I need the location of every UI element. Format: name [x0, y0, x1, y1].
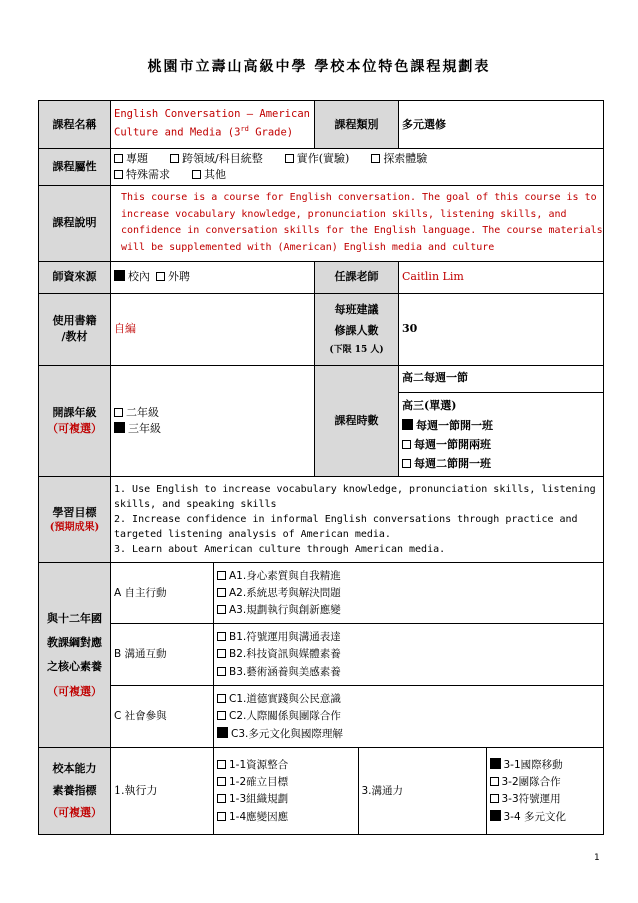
row-core-c [39, 686, 604, 748]
checked-box-icon[interactable] [217, 727, 228, 738]
checkbox-icon[interactable] [114, 154, 123, 163]
option-label: B2.科技資訊與媒體素養 [229, 648, 341, 661]
hours-options [402, 416, 600, 474]
option-label: 三年級 [128, 422, 161, 436]
core-competency-option[interactable] [217, 708, 600, 725]
option-label: B1.符號運用與溝通表達 [229, 631, 341, 644]
checked-box-icon[interactable] [490, 810, 501, 821]
checkbox-icon[interactable] [114, 408, 123, 417]
hours-cell [399, 365, 604, 477]
option-label: 1-1資源整合 [229, 758, 289, 771]
ability-exec-name: 1.執行力 [111, 748, 214, 835]
teacher-source-options [111, 261, 315, 293]
class-size-value[interactable]: 30 [399, 293, 604, 365]
option-label: 1-4應變因應 [229, 810, 289, 823]
option-label: 每週二節開一班 [414, 457, 491, 471]
ability-comm-option[interactable] [490, 774, 601, 791]
checkbox-icon[interactable] [490, 777, 499, 786]
page-number: 1 [594, 853, 600, 863]
label-hours: 課程時數 [315, 365, 399, 477]
checkbox-icon[interactable] [114, 170, 123, 179]
hours-option[interactable] [402, 454, 600, 473]
ability-comm-option[interactable] [490, 791, 601, 808]
teacher-source-option[interactable] [156, 270, 190, 283]
option-label: A1.身心素質與自我精進 [229, 569, 341, 582]
checkbox-icon[interactable] [217, 777, 226, 786]
ability-comm-option[interactable] [490, 757, 601, 774]
label-goals: 學習目標 (預期成果) [39, 477, 111, 563]
core-competency-option[interactable] [217, 726, 600, 743]
ability-exec-option[interactable] [217, 774, 355, 791]
label-course-attributes: 課程屬性 [39, 149, 111, 186]
checked-box-icon[interactable] [402, 419, 413, 430]
row-course-attributes [39, 149, 604, 186]
row-course-name [39, 101, 604, 149]
option-label: 實作(實驗) [296, 152, 350, 165]
option-label: 1-3組織規劃 [229, 793, 289, 806]
grade-option[interactable] [114, 405, 311, 421]
option-label: 專題 [126, 152, 148, 165]
hours-grade3: 高三(單選) 每週一節開一班 每週一節開兩班 每週二節開一班 [399, 393, 603, 477]
course-type-value[interactable]: 多元選修 [399, 101, 604, 149]
option-label: 3-4 多元文化 [503, 810, 566, 823]
label-course-name: 課程名稱 [39, 101, 111, 149]
teacher-name[interactable]: Caitlin Lim [399, 261, 604, 293]
attribute-option[interactable] [192, 168, 226, 181]
checkbox-icon[interactable] [217, 571, 226, 580]
row-course-description [39, 185, 604, 261]
core-group-b: B 溝通互動 [111, 624, 214, 686]
checkbox-icon[interactable] [217, 812, 226, 821]
option-label: A2.系統思考與解決問題 [229, 586, 341, 599]
label-course-type: 課程類別 [315, 101, 399, 149]
attribute-option[interactable] [371, 152, 427, 165]
label-grade: 開課年級 （可複選） [39, 365, 111, 477]
label-class-size: 每班建議 修課人數 (下限 15 人) [315, 293, 399, 365]
ability-comm-items [486, 748, 603, 834]
ability-exec-option[interactable] [217, 757, 355, 774]
checkbox-icon[interactable] [217, 694, 226, 703]
checkbox-icon[interactable] [217, 667, 226, 676]
core-group-c-items [214, 686, 604, 748]
teacher-source-option[interactable] [114, 270, 150, 283]
checkbox-icon[interactable] [371, 154, 380, 163]
grade-option[interactable] [114, 421, 311, 437]
hours-option[interactable] [402, 435, 600, 454]
core-group-a-items [214, 563, 604, 624]
checkbox-icon[interactable] [192, 170, 201, 179]
checkbox-icon[interactable] [170, 154, 179, 163]
row-teacher [39, 261, 604, 293]
row-books [39, 293, 604, 365]
row-abilities [39, 748, 604, 835]
core-group-a: A 自主行動 [111, 563, 214, 624]
attribute-option[interactable] [170, 152, 263, 165]
hours-option[interactable] [402, 416, 600, 435]
ability-exec-option[interactable] [217, 791, 355, 808]
option-label: 特殊需求 [126, 167, 170, 181]
checkbox-icon[interactable] [285, 154, 294, 163]
attribute-option[interactable] [114, 152, 148, 165]
label-course-description: 課程說明 [39, 185, 111, 261]
row-core-a [39, 563, 604, 624]
checkbox-icon[interactable] [217, 632, 226, 641]
goals-text[interactable]: 1. Use English to increase vocabulary knowledge, pronunciation skills, listening skills, and speaking skills 2. Increase confidence in informal English conversations through practice and targeted listening analysis of American media. 3. Learn about American culture through American media. [111, 477, 604, 563]
checkbox-icon[interactable] [490, 794, 499, 803]
document-title: 桃園市立壽山高級中學 學校本位特色課程規劃表 [147, 59, 491, 75]
course-attributes-options [111, 149, 604, 186]
ability-comm-name: 3.溝通力 [358, 748, 486, 834]
option-label: 外聘 [168, 270, 190, 284]
label-core: 與十二年國 教課綱對應 之核心素養 （可複選） [39, 563, 111, 748]
option-label: 探索體驗 [383, 152, 428, 165]
option-label: 二年級 [126, 406, 159, 420]
row-goals [39, 477, 604, 563]
label-abilities: 校本能力 素養指標 （可複選） [39, 748, 111, 835]
checkbox-icon[interactable] [217, 760, 226, 769]
core-competency-option[interactable] [217, 602, 600, 619]
checked-box-icon[interactable] [114, 422, 125, 433]
ability-comm-option[interactable] [490, 809, 601, 826]
option-label: A3.規劃執行與創新應變 [229, 604, 341, 617]
core-competency-option[interactable] [217, 585, 600, 602]
checkbox-icon[interactable] [402, 459, 411, 468]
core-group-c: C 社會參與 [111, 686, 214, 748]
option-label: 跨領域/科目統整 [182, 152, 263, 165]
checkbox-icon[interactable] [217, 649, 226, 658]
checked-box-icon[interactable] [490, 758, 501, 769]
checkbox-icon[interactable] [402, 440, 411, 449]
ability-cell [214, 748, 604, 835]
option-label: 1-2確立目標 [229, 776, 289, 789]
row-core-b [39, 624, 604, 686]
label-books: 使用書籍 /教材 [39, 293, 111, 365]
checkbox-icon[interactable] [156, 272, 165, 281]
label-teacher: 任課老師 [315, 261, 399, 293]
option-label: 校內 [128, 270, 150, 284]
ability-exec-items [214, 748, 358, 834]
attribute-option[interactable] [114, 168, 170, 181]
core-competency-option[interactable] [217, 691, 600, 708]
checkbox-icon[interactable] [217, 605, 226, 614]
label-teacher-source: 師資來源 [39, 261, 111, 293]
row-grade-hours [39, 365, 604, 477]
course-name-value[interactable]: English Conversation – American Culture and Media (3rd Grade) [111, 101, 315, 149]
core-group-b-items [214, 624, 604, 686]
grade-options [111, 365, 315, 477]
core-competency-option[interactable] [217, 629, 600, 646]
core-competency-option[interactable] [217, 664, 600, 681]
option-label: C1.道德實踐與公民意識 [229, 693, 341, 706]
option-label: 3-3符號運用 [501, 793, 561, 806]
attribute-option[interactable] [285, 152, 350, 165]
hours-grade2: 高二每週一節 [399, 366, 603, 393]
checked-box-icon[interactable] [114, 270, 125, 281]
option-label: 3-1國際移動 [503, 758, 563, 771]
option-label: 3-2團隊合作 [501, 776, 561, 789]
core-competency-option[interactable] [217, 646, 600, 663]
option-label: 其他 [204, 167, 226, 181]
books-value[interactable]: 自編 [111, 293, 315, 365]
option-label: B3.藝術涵養與美感素養 [229, 665, 341, 678]
option-label: C3.多元文化與國際理解 [231, 727, 343, 740]
course-description[interactable]: This course is a course for English conversation. The goal of this course is to increase vocabulary knowledge, pronunciation skills, listening skills, and confidence in conversation skills for the English language. The course materials will be supplemented with (American) English media and culture [111, 185, 604, 261]
ability-exec-option[interactable] [217, 809, 355, 826]
course-plan-table [38, 100, 604, 835]
option-label: 每週一節開兩班 [414, 437, 491, 451]
checkbox-icon[interactable] [217, 588, 226, 597]
checkbox-icon[interactable] [217, 711, 226, 720]
core-competency-option[interactable] [217, 568, 600, 585]
option-label: C2.人際關係與團隊合作 [229, 710, 341, 723]
checkbox-icon[interactable] [217, 794, 226, 803]
option-label: 每週一節開一班 [416, 418, 493, 432]
